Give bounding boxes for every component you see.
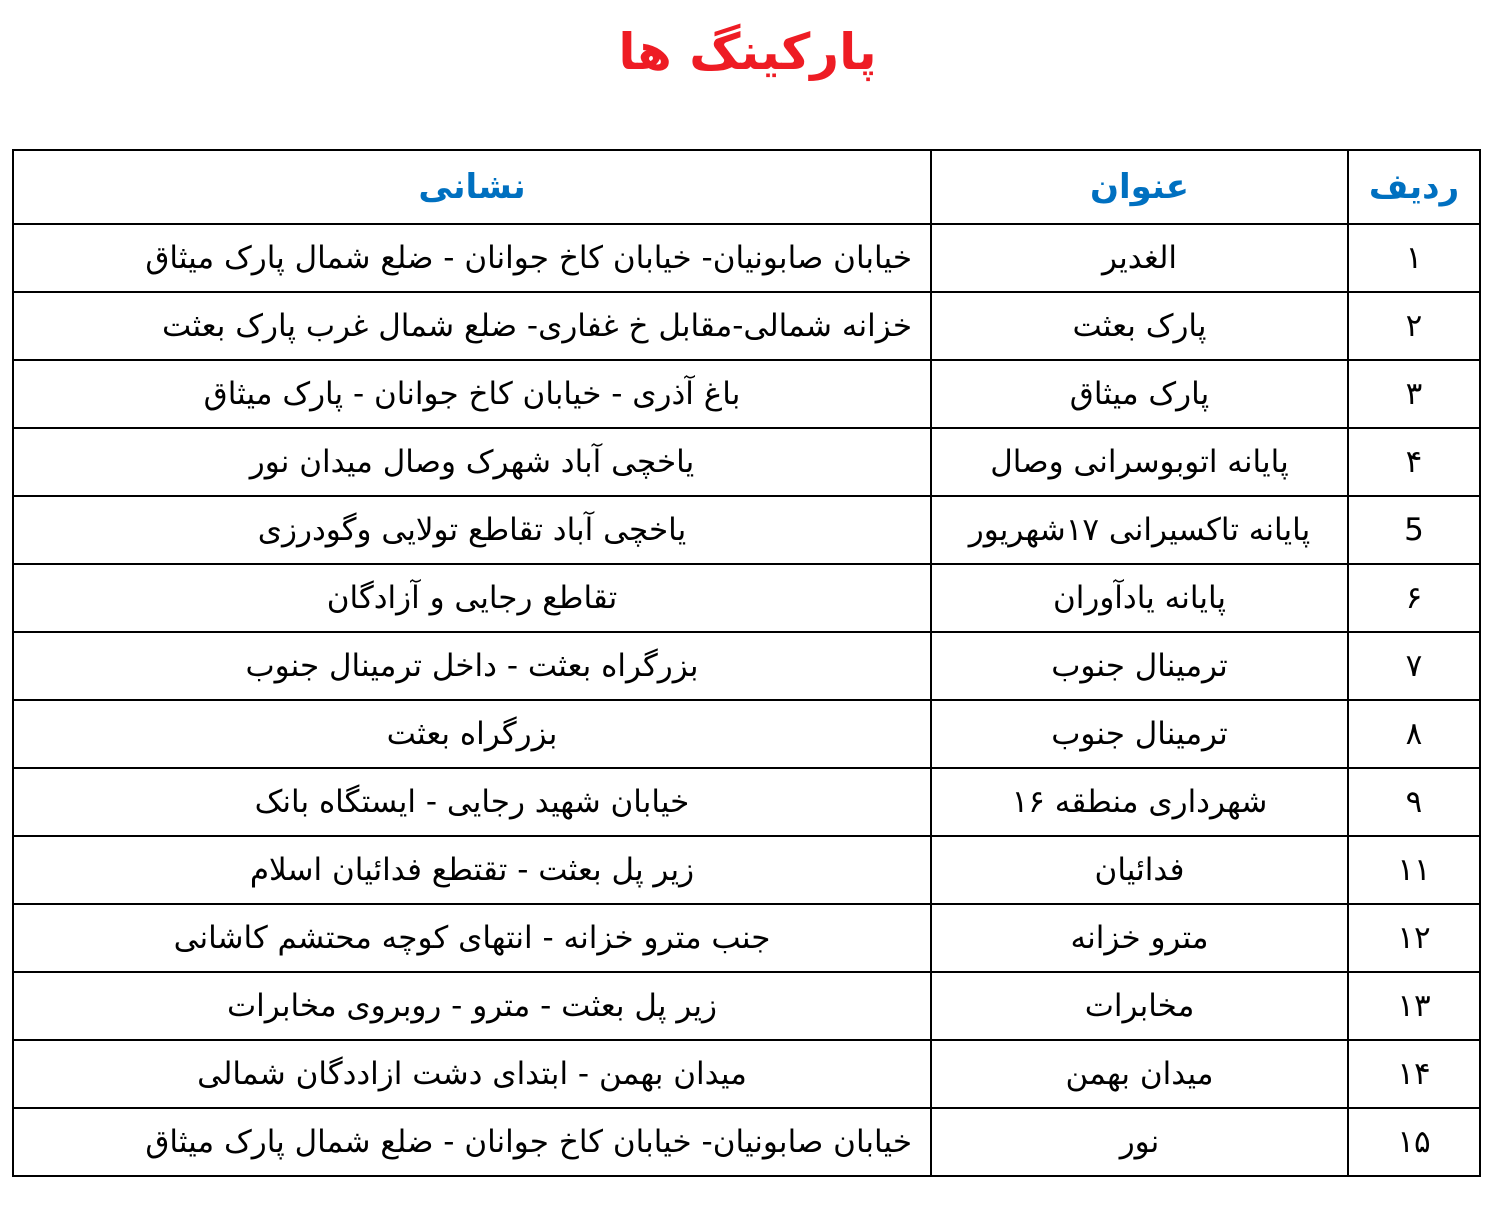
title-cell: شهرداری منطقه ۱۶ (931, 768, 1348, 836)
address-cell: خیابان شهید رجایی - ایستگاه بانک (13, 768, 931, 836)
table-row (13, 972, 1480, 1040)
row-number-cell: ۱۵ (1348, 1108, 1480, 1176)
address-cell: یاخچی آباد تقاطع تولایی وگودرزی (13, 496, 931, 564)
table-row (13, 224, 1480, 292)
table-row (13, 768, 1480, 836)
row-number-cell: ۱ (1348, 224, 1480, 292)
address-cell: جنب مترو خزانه - انتهای کوچه محتشم کاشانی (13, 904, 931, 972)
row-number-cell: ۹ (1348, 768, 1480, 836)
address-cell: بزرگراه بعثت (13, 700, 931, 768)
row-number-cell: ۱۳ (1348, 972, 1480, 1040)
header-address: نشانی (13, 150, 931, 224)
header-row-number: ردیف (1348, 150, 1480, 224)
address-cell: زیر پل بعثت - تقتطع فدائیان اسلام (13, 836, 931, 904)
table-row (13, 1040, 1480, 1108)
title-cell: میدان بهمن (931, 1040, 1348, 1108)
row-number-cell: ۱۴ (1348, 1040, 1480, 1108)
title-cell: پارک میثاق (931, 360, 1348, 428)
title-cell: الغدیر (931, 224, 1348, 292)
table-row (13, 564, 1480, 632)
address-cell: یاخچی آباد شهرک وصال میدان نور (13, 428, 931, 496)
table-header-row (13, 150, 1480, 224)
address-cell: باغ آذری - خیابان کاخ جوانان - پارک میثاق (13, 360, 931, 428)
row-number-cell: ۷ (1348, 632, 1480, 700)
row-number-cell: 5 (1348, 496, 1480, 564)
row-number-cell: ۲ (1348, 292, 1480, 360)
address-cell: بزرگراه بعثت - داخل ترمینال جنوب (13, 632, 931, 700)
title-cell: ترمینال جنوب (931, 700, 1348, 768)
title-cell: مخابرات (931, 972, 1348, 1040)
row-number-cell: ۸ (1348, 700, 1480, 768)
row-number-cell: ۶ (1348, 564, 1480, 632)
page-title: پارکینگ ها (618, 23, 877, 81)
table-row (13, 428, 1480, 496)
parking-table (12, 149, 1481, 1177)
title-cell: پایانه تاکسیرانی ۱۷شهریور (931, 496, 1348, 564)
table-body (13, 224, 1480, 1176)
address-cell: میدان بهمن - ابتدای دشت ازاددگان شمالی (13, 1040, 931, 1108)
title-cell: نور (931, 1108, 1348, 1176)
row-number-cell: ۴ (1348, 428, 1480, 496)
title-cell: پارک بعثت (931, 292, 1348, 360)
row-number-cell: ۱۱ (1348, 836, 1480, 904)
title-cell: پایانه اتوبوسرانی وصال (931, 428, 1348, 496)
title-cell: مترو خزانه (931, 904, 1348, 972)
title-cell: پایانه یادآوران (931, 564, 1348, 632)
address-cell: تقاطع رجایی و آزادگان (13, 564, 931, 632)
address-cell: خیابان صابونیان- خیابان کاخ جوانان - ضلع شمال پارک میثاق (13, 224, 931, 292)
address-cell: خیابان صابونیان- خیابان کاخ جوانان - ضلع شمال پارک میثاق (13, 1108, 931, 1176)
header-title: عنوان (931, 150, 1348, 224)
table-row (13, 496, 1480, 564)
table-row (13, 836, 1480, 904)
table-row (13, 360, 1480, 428)
address-cell: خزانه شمالی-مقابل خ غفاری- ضلع شمال غرب پارک بعثت (13, 292, 931, 360)
title-cell: ترمینال جنوب (931, 632, 1348, 700)
table-row (13, 1108, 1480, 1176)
table-row (13, 292, 1480, 360)
address-cell: زیر پل بعثت - مترو - روبروی مخابرات (13, 972, 931, 1040)
row-number-cell: ۱۲ (1348, 904, 1480, 972)
table-row (13, 700, 1480, 768)
table-row (13, 904, 1480, 972)
title-cell: فدائیان (931, 836, 1348, 904)
row-number-cell: ۳ (1348, 360, 1480, 428)
table-row (13, 632, 1480, 700)
